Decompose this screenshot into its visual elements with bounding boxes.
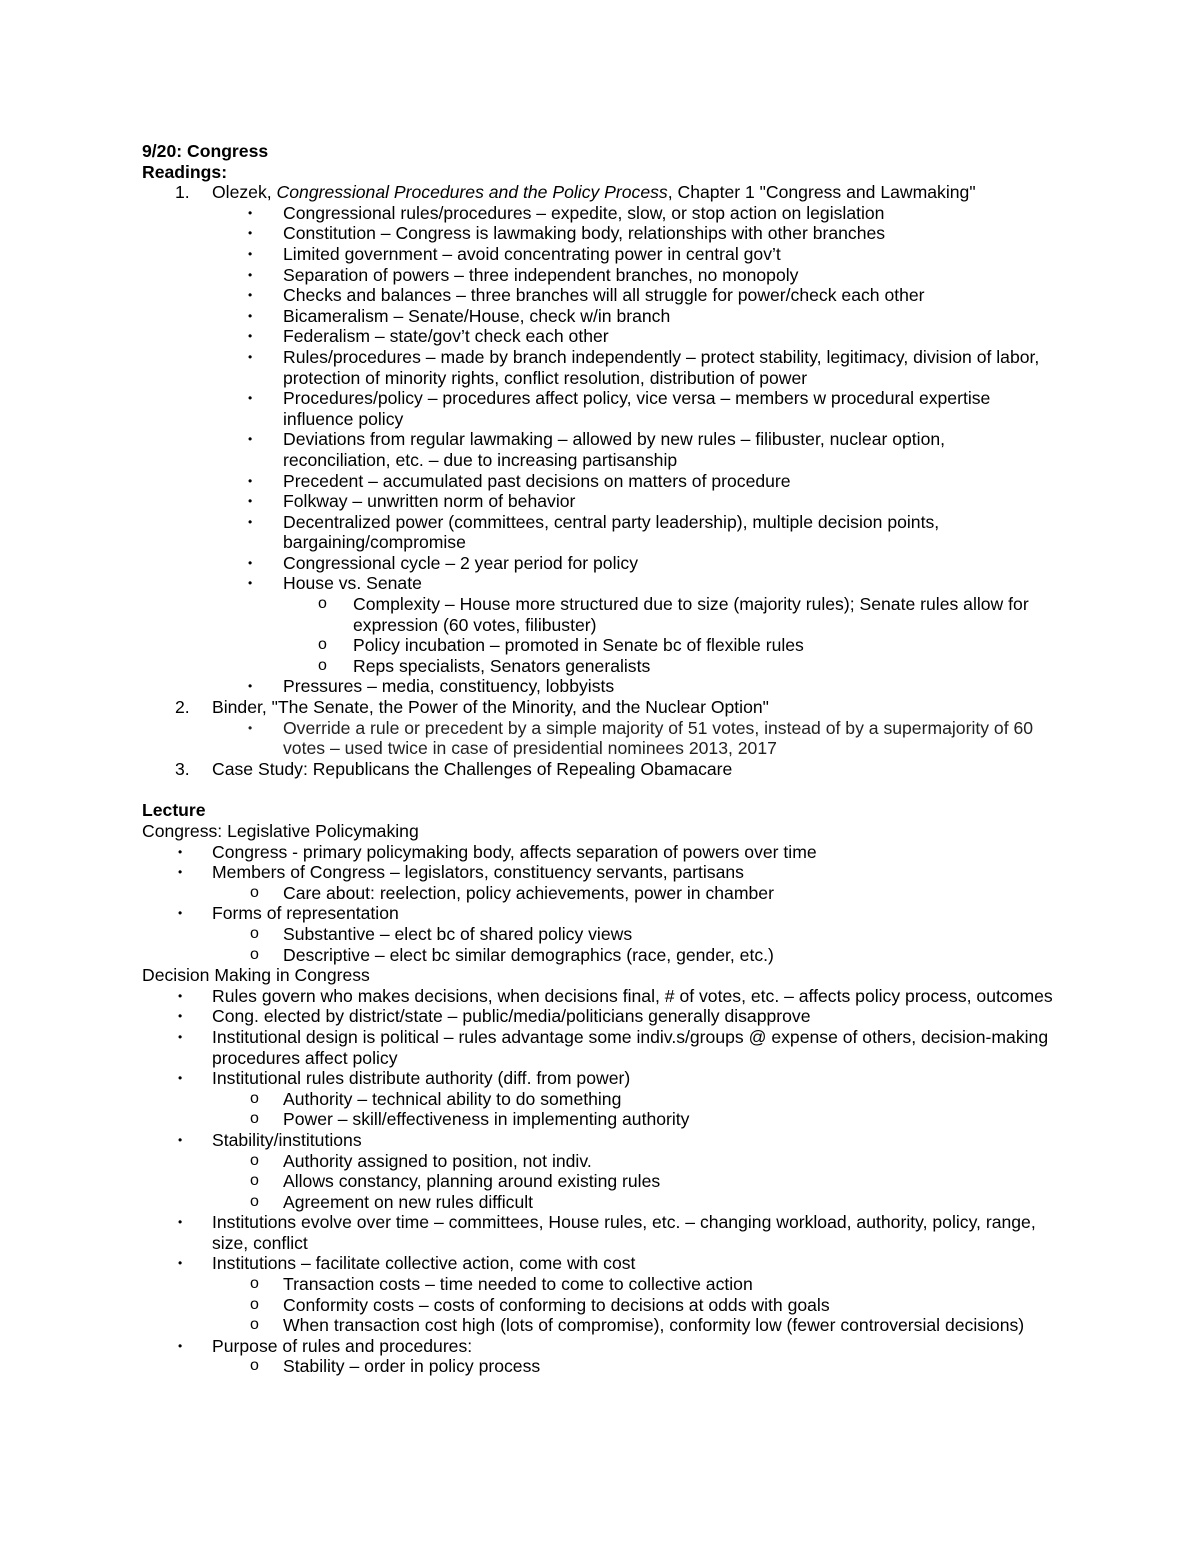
circle-bullet-icon: o [318,595,327,613]
bullet-icon: • [178,865,183,880]
list-item: • Purpose of rules and procedures: [178,1335,473,1356]
section-title: Congress: Legislative Policymaking [142,821,419,841]
bullet-icon: • [178,1029,183,1044]
circle-bullet-icon: o [250,1089,259,1107]
list-item: • Rules govern who makes decisions, when decisions final, # of votes, etc. – affects policy process, outcomes [178,985,1053,1006]
list-item: • Folkway – unwritten norm of behavior [248,491,576,512]
bullet-icon: • [248,329,253,344]
bullet-icon: • [178,1071,183,1086]
circle-bullet-icon: o [250,1172,259,1190]
bullet-icon: • [248,494,253,509]
list-item: • House vs. Senate [248,573,422,594]
list-item: • Congressional cycle – 2 year period for policy [248,552,638,573]
bullet-icon: • [248,514,253,529]
sub-list-item: o Stability – order in policy process [250,1356,541,1377]
circle-bullet-icon: o [250,1192,259,1210]
reading-book-title: Congressional Procedures and the Policy Process [276,182,668,203]
list-number: 3. [175,758,190,779]
list-item: • Members of Congress – legislators, constituency servants, partisans [178,862,744,883]
sub-list-item: o Reps specialists, Senators generalists [318,655,651,676]
list-item: • Separation of powers – three independent branches, no monopoly [248,264,799,285]
section-title: Decision Making in Congress [142,965,370,986]
bullet-icon: • [178,988,183,1003]
list-item: • Institutions – facilitate collective action, come with cost [178,1253,636,1274]
list-item: • Stability/institutions [178,1129,362,1150]
bullet-icon: • [248,679,253,694]
list-item: • Procedures/policy – procedures affect policy, vice versa – members w procedural expertise influence policy [248,388,991,429]
circle-bullet-icon: o [250,945,259,963]
bullet-icon: • [248,576,253,591]
circle-bullet-icon: o [318,656,327,674]
bullet-icon: • [178,1256,183,1271]
list-item: • Institutional rules distribute authority (diff. from power) [178,1068,631,1089]
list-item: • Limited government – avoid concentrating power in central gov’t [248,243,781,264]
bullet-icon: • [248,473,253,488]
reading-author: Olezek, [212,182,277,203]
bullet-icon: • [248,288,253,303]
sub-list-item: o Agreement on new rules difficult [250,1191,534,1212]
circle-bullet-icon: o [250,1151,259,1169]
list-item: • Pressures – media, constituency, lobbyists [248,676,615,697]
list-item: • Forms of representation [178,903,399,924]
circle-bullet-icon: o [250,1357,259,1375]
sub-list-item: o Authority assigned to position, not indiv. [250,1150,592,1171]
bullet-icon: • [178,1338,183,1353]
bullet-icon: • [248,349,253,364]
list-item: • Precedent – accumulated past decisions on matters of procedure [248,470,791,491]
list-item: • Institutional design is political – rules advantage some indiv.s/groups @ expense of others, decision-making procedures affect policy [178,1026,1049,1068]
sub-list-item: o Power – skill/effectiveness in implementing authority [250,1109,690,1130]
sub-list-item: o Allows constancy, planning around existing rules [250,1171,661,1192]
bullet-icon: • [248,246,253,261]
list-item: • Override a rule or precedent by a simple majority of 51 votes, instead of by a supermajority of 60 votes – used twice in case of presidential nominees 2013, 2017 [248,717,1034,759]
list-item: • Federalism – state/gov’t check each other [248,326,609,347]
circle-bullet-icon: o [250,1316,259,1334]
bullet-icon: • [248,205,253,220]
reading-2: 2. Binder, "The Senate, the Power of the Minority, and the Nuclear Option" [175,697,769,718]
list-number: 2. [175,697,190,718]
sub-list-item: o Substantive – elect bc of shared policy views [250,923,633,944]
sub-list-item: o Descriptive – elect bc similar demographics (race, gender, etc.) [250,944,774,965]
bullet-icon: • [178,844,183,859]
list-item: • Deviations from regular lawmaking – allowed by new rules – filibuster, nuclear option, reconciliation, etc. – due to increasing partisanship [248,429,946,470]
bullet-icon: • [248,308,253,323]
list-item: • Cong. elected by district/state – public/media/politicians generally disapprove [178,1006,811,1027]
bullet-icon: • [178,1009,183,1024]
readings-heading: Readings: [142,161,228,182]
sub-list-item: o Policy incubation – promoted in Senate bc of flexible rules [318,635,804,656]
bullet-icon: • [178,1215,183,1230]
reading-1 [142,182,1102,203]
bullet-icon: • [248,391,253,406]
list-item: • Institutions evolve over time – committees, House rules, etc. – changing workload, authority, policy, range, size, conflict [178,1212,1036,1253]
sub-list-item: o Conformity costs – costs of conforming to decisions at odds with goals [250,1294,830,1315]
list-item: • Constitution – Congress is lawmaking body, relationships with other branches [248,223,886,244]
circle-bullet-icon: o [250,1275,259,1293]
circle-bullet-icon: o [250,883,259,901]
bullet-icon: • [248,267,253,282]
reading-3: 3. Case Study: Republicans the Challenges of Repealing Obamacare [175,758,733,779]
sub-list-item: o When transaction cost high (lots of compromise), conformity low (fewer controversial decisions) [250,1315,1025,1336]
list-item: • Decentralized power (committees, central party leadership), multiple decision points, bargaining/compromise [248,511,940,553]
bullet-icon: • [248,555,253,570]
bullet-icon: • [248,432,253,447]
list-item: • Congressional rules/procedures – expedite, slow, or stop action on legislation [248,202,885,223]
bullet-icon: • [248,226,253,241]
circle-bullet-icon: o [250,1295,259,1313]
circle-bullet-icon: o [250,924,259,942]
page-title: 9/20: Congress [142,141,269,161]
bullet-icon: • [178,906,183,921]
sub-list-item: o Authority – technical ability to do something [250,1088,622,1109]
list-item: • Rules/procedures – made by branch independently – protect stability, legitimacy, division of labor, protection of minority rights, conflict resolution, distribution of power [248,346,1040,388]
sub-list-item: o Care about: reelection, policy achievements, power in chamber [250,882,774,903]
lecture-heading: Lecture [142,800,206,821]
list-item: • Checks and balances – three branches will all struggle for power/check each other [248,285,925,306]
list-item: • Congress - primary policymaking body, affects separation of powers over time [178,841,817,862]
sub-list-item: o Transaction costs – time needed to come to collective action [250,1274,753,1295]
bullet-icon: • [248,720,253,735]
circle-bullet-icon: o [250,1110,259,1128]
sub-list-item: o Complexity – House more structured due to size (majority rules); Senate rules allow for expression (60 votes, filibuster) [318,594,1029,635]
list-item: • Bicameralism – Senate/House, check w/in branch [248,305,671,326]
circle-bullet-icon: o [318,636,327,654]
bullet-icon: • [178,1132,183,1147]
notes-page [142,141,1102,1377]
list-number: 1. [175,182,190,203]
reading-chapter: , Chapter 1 "Congress and Lawmaking" [667,182,976,203]
